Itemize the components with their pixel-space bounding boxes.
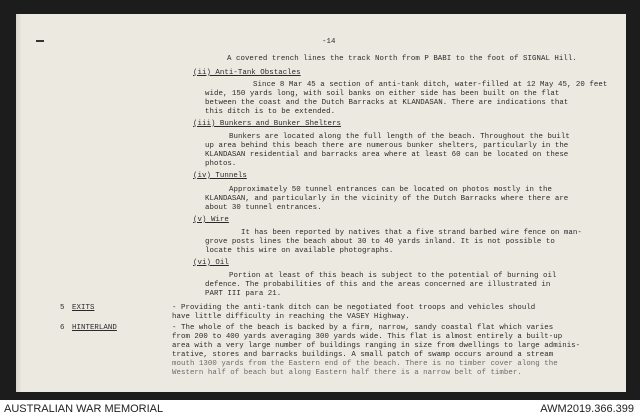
paper-fold-shadow (16, 14, 22, 392)
section-line: grove posts lines the beach about 30 to 40 yards inland. It is not possible to (205, 238, 555, 246)
section-heading-anti-tank: (ii) Anti-Tank Obstacles (193, 69, 301, 77)
section-line: Since 8 Mar 45 a section of anti-tank ditch, water-filled at 12 May 45, 20 feet (253, 81, 608, 89)
hinterland-line: mouth 1300 yards from the Eastern end of the beach. There is no timber cover along the (172, 360, 558, 368)
section-line: up area behind this beach there are numerous bunker shelters, particularly in the (205, 142, 569, 150)
section-line: locate this wire on available photographs. (205, 247, 394, 255)
hinterland-line: from 200 to 400 yards averaging 300 yards wide. This flat is almost entirely a built-up (172, 333, 563, 341)
margin-dash (36, 40, 44, 42)
section-line: photos. (205, 160, 237, 168)
section-line: this ditch is to be extended. (205, 108, 336, 116)
section-line: wide, 150 yards long, with soil banks on either side has been built on the flat (205, 90, 560, 98)
para-number: 5 (60, 304, 65, 312)
section-line: Bunkers are located along the full length of the beach. Throughout the built (229, 133, 570, 141)
section-line: KLANDASAN residential and barracks area where at least 60 can be located on these (205, 151, 569, 159)
page-number: -14 (322, 38, 336, 46)
exits-line: - Providing the anti-tank ditch can be negotiated foot troops and vehicles should (172, 304, 536, 312)
footer-credit: AUSTRALIAN WAR MEMORIAL (4, 403, 164, 415)
section-line: between the coast and the Dutch Barracks at KLANDASAN. There are indications that (205, 99, 569, 107)
section-line: KLANDASAN, and particularly in the vicinity of the Dutch Barracks where there are (205, 195, 569, 203)
intro-line: A covered trench lines the track North from P BABI to the foot of SIGNAL Hill. (227, 55, 577, 63)
hinterland-line: trative, stores and barracks buildings. A small patch of swamp occurs around a stream (172, 351, 554, 359)
section-heading-bunkers: (iii) Bunkers and Bunker Shelters (193, 120, 342, 128)
caption-bar (0, 400, 640, 419)
exits-line: have little difficulty in reaching the VASEY Highway. (172, 313, 410, 321)
section-heading-wire: (v) Wire (193, 216, 229, 224)
hinterland-line: - The whole of the beach is backed by a firm, narrow, sandy coastal flat which varies (172, 324, 554, 332)
section-line: It has been reported by natives that a five strand barbed wire fence on man- (241, 229, 582, 237)
section-line: PART III para 21. (205, 290, 282, 298)
footer-accession-id: AWM2019.366.399 (540, 403, 634, 415)
para-number: 6 (60, 324, 65, 332)
section-line: Approximately 50 tunnel entrances can be located on photos mostly in the (229, 186, 552, 194)
section-heading-oil: (vi) Oil (193, 259, 229, 267)
section-line: Portion at least of this beach is subject to the potential of burning oil (229, 272, 557, 280)
section-line: about 30 tunnel entrances. (205, 204, 322, 212)
section-heading-tunnels: (iv) Tunnels (193, 172, 247, 180)
hinterland-line: area with a very large number of buildings ranging in size from dwellings to large adminis- (172, 342, 581, 350)
hinterland-label: HINTERLAND (72, 324, 117, 332)
hinterland-line: Western half of beach but along Eastern half there is a narrow belt of timber. (172, 369, 522, 377)
exits-label: EXITS (72, 304, 95, 312)
section-line: defence. The probabilities of this and the areas concerned are illustrated in (205, 281, 551, 289)
